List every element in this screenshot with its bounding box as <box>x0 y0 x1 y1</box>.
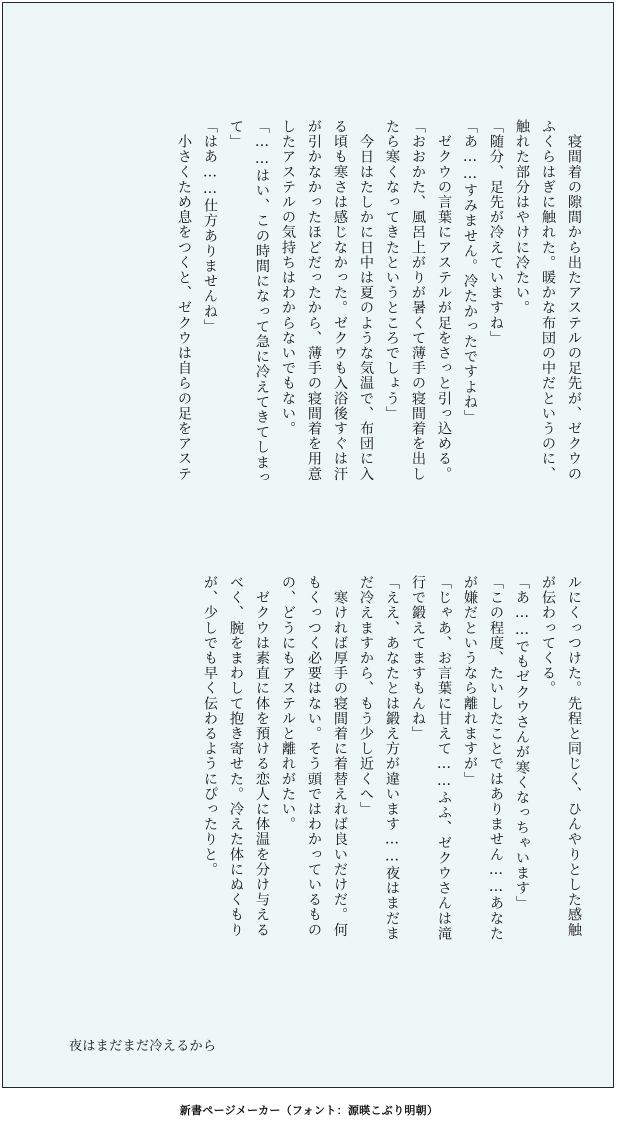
text-line: が引かなかったほどだったから、薄手の寝間着を用意 <box>306 119 322 482</box>
book-page <box>2 2 614 1088</box>
text-line: ルにくっつけた。先程と同じく、ひんやりとした感触 <box>566 575 582 938</box>
footer-credit: 新書ページメーカー（フォント：源暎こぶり明朝） <box>179 1104 439 1117</box>
text-line: ゼクウの言葉にアステルが足をさっと引っ込める。 <box>436 119 452 482</box>
text-line: が嫌だというなら離れますが」 <box>462 575 478 787</box>
text-line: 「じゃあ、お言葉に甘えて……ふふ、ゼクウさんは滝 <box>436 575 452 941</box>
text-line: だ冷えますから、もう少し近くへ」 <box>358 575 374 817</box>
text-line: 小さくため息をつくと、ゼクウは自らの足をアステ <box>176 119 192 482</box>
upper-text-block <box>57 119 587 539</box>
text-line: て」 <box>228 119 244 150</box>
text-line: 触れた部分はやけに冷たい。 <box>514 119 530 316</box>
text-line: ふくらはぎに触れた。暖かな布団の中だというのに、 <box>540 119 556 482</box>
text-line: 「おおかた、風呂上がりが暑くて薄手の寝間着を出し <box>410 119 426 482</box>
text-line: 今日はたしかに日中は夏のような気温で、布団に入 <box>358 119 374 482</box>
text-line: の、どうにもアステルと離れがたい。 <box>280 575 296 832</box>
closing-title: 夜はまだまだ冷えるから <box>69 1039 217 1054</box>
text-line: 寒ければ厚手の寝間着に着替えれば良いだけだ。何 <box>332 575 348 938</box>
text-line: ゼクウは素直に体を預ける恋人に体温を分け与える <box>254 575 270 938</box>
text-line: 「あ……でもゼクウさんが寒くなっちゃいます」 <box>514 575 530 911</box>
text-line: 「随分、足先が冷えていますね」 <box>488 119 504 346</box>
text-line: べく、腕をまわして抱き寄せた。冷えた体にぬくもり <box>228 575 244 938</box>
text-line: る頃も寒さは感じなかった。ゼクウも入浴後すぐは汗 <box>332 119 348 482</box>
text-line: が伝わってくる。 <box>540 575 556 696</box>
text-line: が、少しでも早く伝わるようにぴったりと。 <box>202 575 218 877</box>
text-line: もくっつく必要はない。そう頭ではわかっているもの <box>306 575 322 938</box>
text-line: したアステルの気持ちはわからないでもない。 <box>280 119 296 437</box>
text-line: 「あ……すみません。冷たかったですよね」 <box>462 119 478 425</box>
text-line: 「この程度、たいしたことではありません……あなた <box>488 575 504 941</box>
text-line: 「……はい、この時間になって急に冷えてきてしまっ <box>254 119 270 485</box>
lower-text-block <box>57 575 587 995</box>
text-line: 「はあ……仕方ありませんね」 <box>202 119 218 334</box>
text-line: 寝間着の隙間から出たアステルの足先が、ゼクウの <box>566 119 582 482</box>
text-line: 行で鍛えてますもんね」 <box>410 575 426 742</box>
text-line: 「ええ、あなたとは鍛え方が違います……夜はまだま <box>384 575 400 941</box>
text-line: たら寒くなってきたというところでしょう」 <box>384 119 400 421</box>
